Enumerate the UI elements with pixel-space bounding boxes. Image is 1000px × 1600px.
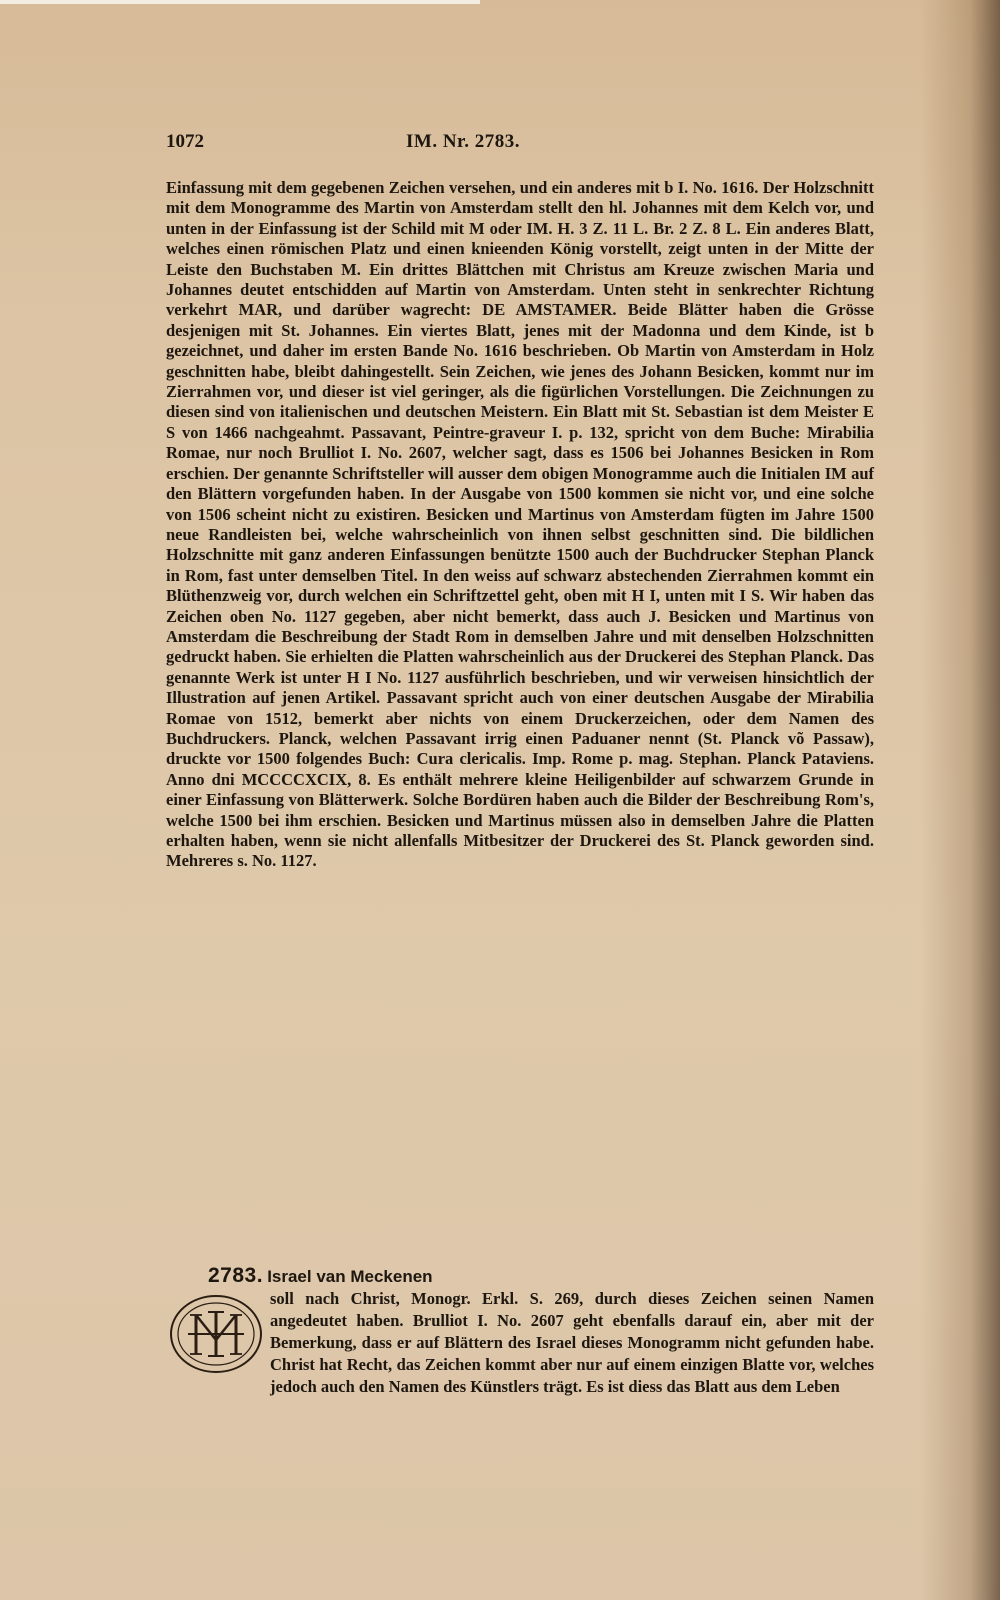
main-text-block	[166, 178, 874, 872]
entry-number: 2783.	[208, 1264, 264, 1287]
page-header	[166, 131, 876, 157]
entry-heading-line	[166, 1265, 874, 1288]
scan-edge-strip	[0, 0, 480, 4]
body-paragraph: Einfassung mit dem gegebenen Zeichen versehen, und ein anderes mit b I. No. 1616. Der Holzschnitt mit dem Monogramme des Martin von Amsterdam stellt den hl. Johannes mit dem Kelch vor, und unten in der Einfassung ist der Schild mit M oder IM. H. 3 Z. 11 L. Br. 2 Z. 8 L. Ein anderes Blatt, welches einen römischen Platz und einen knieenden König vorstellt, zeigt unten in der Mitte der Leiste den Buchstaben M. Ein drittes Blättchen mit Christus am Kreuze zwischen Maria und Johannes deutet entschidden auf Martin von Amsterdam. Unten steht in senkrechter Richtung verkehrt MAR, und darüber wagrecht: DE AMSTAMER. Beide Blätter haben die Grösse desjenigen mit St. Johannes. Ein viertes Blatt, jenes mit der Madonna und dem Kinde, ist b gezeichnet, und daher im ersten Bande No. 1616 beschrieben. Ob Martin von Amsterdam in Holz geschnitten habe, bleibt dahingestellt. Sein Zeichen, wie jenes des Johann Besicken, kommt nur im Zierrahmen vor, und dieser ist viel geringer, als die figürlichen Vorstellungen. Die Zeichnungen zu diesen sind von italienischen und deutschen Meistern. Ein Blatt mit St. Sebastian ist dem Meister E S von 1466 nachgeahmt. Passavant, Peintre-graveur I. p. 132, spricht von dem Buche: Mirabilia Romae, nur noch Brulliot I. No. 2607, welcher sagt, dass es 1506 bei Johannes Besicken in Rom erschien. Der genannte Schriftsteller will ausser dem obigen Monogramme auch die Initialen IM auf den Blättern vorgefunden haben. In der Ausgabe von 1500 kommen sie nicht vor, und eine solche von 1506 scheint nicht zu existiren. Besicken und Martinus von Amsterdam fügten im Jahre 1500 neue Randleisten bei, welche wahrscheinlich von ihnen selbst geschnitten sind. Die bildlichen Holzschnitte mit ganz anderen Einfassungen benützte 1500 auch der Buchdrucker Stephan Planck in Rom, fast unter demselben Titel. In den weiss auf schwarz abstechenden Zierrahmen kommt ein Blüthenzweig vor, durch welchen ein Schriftzettel geht, oben mit H I, unten mit I S. Wir haben das Zeichen oben No. 1127 gegeben, aber nicht bemerkt, dass auch J. Besicken und Martinus von Amsterdam die Beschreibung der Stadt Rom in demselben Jahre und mit denselben Holzschnitten gedruckt haben. Sie erhielten die Platten wahrscheinlich aus der Druckerei des Stephan Planck. Das genannte Werk ist unter H I No. 1127 ausführlich beschrieben, und wir verweisen hinsichtlich der Illustration auf jenen Artikel. Passavant spricht auch von einer deutschen Ausgabe der Mirabilia Romae von 1512, bemerkt aber nichts von einem Druckerzeichen, oder dem Namen des Buchdruckers. Planck, welchen Passavant irrig einen Paduaner nennt (St. Planck võ Passaw), druckte vor 1500 folgendes Buch: Cura clericalis. Imp. Rome p. mag. Stephan. Planck Pataviens. Anno dni MCCCCXCIX, 8. Es enthält mehrere kleine Heiligenbilder auf schwarzem Grunde in einer Einfassung von Blätterwerk. Solche Bordüren haben auch die Bilder der Beschreibung Rom's, welche 1500 bei ihm erschien. Besicken und Martinus müssen also in demselben Jahre die Platten erhalten haben, wenn sie nicht allenfalls Mitbesitzer der Druckerei des St. Planck geworden sind. Mehreres s. No. 1127.	[166, 178, 874, 871]
page-number: 1072	[166, 131, 204, 152]
catalog-entry-2783	[166, 1265, 874, 1398]
running-head: IM. Nr. 2783.	[406, 131, 520, 152]
entry-text: soll nach Christ, Monogr. Erkl. S. 269, durch dieses Zeichen seinen Namen angedeutet haben. Brulliot I. No. 2607 geht ebenfalls darauf ein, aber mit der Bemerkung, dass er auf Blättern des Israel dieses Monogramm nicht gefunden habe. Christ hat Recht, das Zeichen kommt aber nur auf einem einzigen Blatte vor, welches jedoch auch den Namen des Künstlers trägt. Es ist diess das Blatt aus dem Leben	[270, 1289, 874, 1396]
im-monogram-seal-icon	[166, 1290, 266, 1382]
entry-artist-name: Israel van Meckenen	[267, 1267, 433, 1286]
